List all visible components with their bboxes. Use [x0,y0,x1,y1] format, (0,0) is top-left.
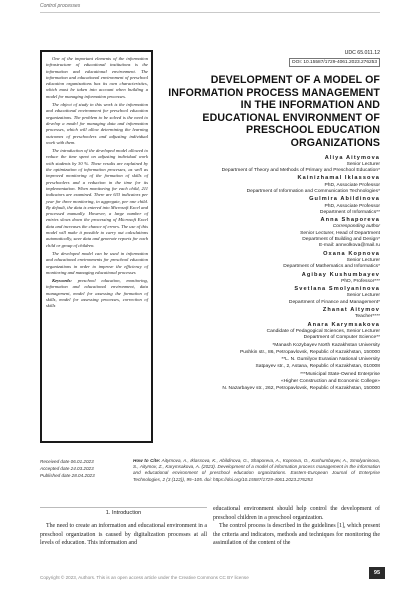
author-entry [162,307,380,321]
author-detail: Department of Finance and Management* [288,299,380,305]
article-header [162,50,380,393]
author-detail: PhD, Professor*** [341,278,380,284]
body-paragraph: educational environment should help control the development of preschool children in a preschool organization. [213,506,380,521]
author-detail[interactable]: E-mail: annvolkova@mail.ru [319,243,380,249]
body-column-left [40,522,207,548]
author-detail: Department of Theory and Methods of Primary and Preschool Education* [221,168,380,174]
author-detail: Senior Lecturer, Head of Department [300,230,380,236]
keywords-label: Keywords: [52,278,72,284]
author-detail: Department of Informatics** [319,209,380,215]
author-entry [162,217,380,250]
author-name: Gulmira Abildinova [309,196,380,203]
received-date: Received date 06.01.2023 [40,459,94,464]
author-detail: Senior Lecturer [346,293,380,299]
citation-label: How to Cite: [133,458,161,463]
copyright-notice: Copyright © 2023, Authors. This is an open access article under the Creative Commons CC BY license [40,575,249,580]
abstract-box [40,50,153,443]
affiliation-line: Pushkin str., 86, Petropavlovsk, Republic of Kazakhstan, 150000 [239,349,380,355]
author-name: Kainizhamal Iklassova [297,175,380,182]
udc-block [162,50,380,67]
body-paragraph: The control process is described in the guidelines [1], which present the criteria and indicators, methods and techniques for monitoring the assimilation of the content of the [213,523,380,547]
author-name: Anara Karymsakova [307,321,380,328]
affiliation-line: *Manash Kozybayev North Kazakhstan University [272,342,380,348]
author-detail: Corresponding author [332,224,380,230]
abstract-paragraph: The object of study in this work is the information and educational environment for preschool education organizations. The problem to be solved is the need to develop a model for managing data and information processes, which will allow determining the learning outcomes of preschoolers and adjusting individual work with them. [46,102,148,145]
doi-link[interactable]: DOI: 10.15587/1729-4061.2023.276253 [289,58,380,67]
author-name: Zhanat Aitymov [322,307,380,314]
author-detail: Candidate of Pedagogical Sciences, Senior Lecturer [266,328,380,334]
page-number: 95 [369,567,385,579]
author-entry [162,175,380,195]
author-entry [162,286,380,306]
author-detail: Teacher**** [354,314,380,320]
abstract-paragraph: The introduction of the developed model allowed to reduce the time spent on adjusting individual work with students by 30 %. These results are explained by the optimization of information processes, as well as improved monitoring of the formation of skills of preschoolers and a reduction in the time for its implementation. When monitoring for each child, 211 indicators are examined. There are 633 indicators per year for three monitoring, in aggregate, per one child. By default, the data is entered into Microsoft Excel and processed manually. However, a large number of entries slows down the processing of Microsoft Excel data and increases the chance of errors. The use of this model will make it possible to carry out calculations automatically, save data and generate reports for each child or group of children. [46,148,148,248]
affiliation-line: «Higher Construction and Economic College» [281,379,380,385]
author-entry [162,322,380,342]
udc-code: UDC 65.011.12 [344,50,380,56]
author-name: Svetlana Smolyaninova [294,286,380,293]
keywords-text: preschool education, monitoring, information and educational environment, data management, model for assessing the formation of skills, model for assessing processes, correction of skills [46,278,149,309]
header-rule [40,12,380,13]
author-detail: Department of Computer Science** [303,335,380,341]
author-name: Aliya Aitymova [324,154,380,161]
affiliation-list [162,343,380,393]
keywords [46,278,148,309]
author-entry [162,155,380,175]
author-detail: PhD, Associate Professor [324,203,380,209]
section-heading: 1. Introduction [40,507,207,516]
author-detail: Senior Lecturer [346,161,380,167]
author-entry [162,251,380,271]
author-list [162,155,380,342]
article-title: DEVELOPMENT OF A MODEL OF INFORMATION PROCESS MANAGEMENT IN THE INFORMATION AND EDUCATIONAL ENVIRONMENT OF PRESCHOOL EDUCATION ORGANIZATIONS [168,74,380,149]
citation-text: Aitymova, A., Iklassova, K., Abildinova, G., Shaporeva, A., Kopnova, O., Kushumbayev, A., Smolyaninova, S., Aitymov, Z., Karymsakova, A. (2023). Development of a model of information process management in the information and educational environment of preschool education organizations. Eastern-European Journal of Enterprise Technologies, 2 (3 (122)), 95–105. doi: https://doi.org/10.15587/1729-4061.2023.276253 [133,458,381,482]
author-detail: Department of Building and Design* [302,237,380,243]
abstract-paragraph: The developed model can be used in information and educational environments for preschool education organizations in order to improve the efficiency of monitoring and managing educational processes [46,250,148,275]
author-name: Anna Shaporeva [320,217,380,224]
affiliation-line: ***Municipal State-Owned Enterprise [300,371,380,377]
citation-block [133,458,380,483]
published-date: Published date 28.04.2023 [40,473,95,478]
author-detail: Department of Mathematics and Informatics* [283,264,380,270]
affiliation-line: **L. N. Gumilyov Eurasian National University [281,357,380,363]
accepted-date: Accepted date 24.03.2023 [40,466,94,471]
section-name: Control processes [40,3,81,9]
abstract-paragraph: One of the important elements of the information infrastructure of educational institutions is the information and educational environment. The information and educational environment of preschool education organizations has its own characteristics, which must be taken into account when building a model for managing information processes. [46,56,148,99]
author-detail: Senior Lecturer [346,258,380,264]
body-column-right [213,505,380,548]
affiliation-line: Satpayev str., 2, Astana, Republic of Kazakhstan, 010008 [255,364,380,370]
author-entry [162,272,380,286]
author-name: Agibay Kushumbayev [301,271,380,278]
author-entry [162,196,380,216]
affiliation-line: N. Nazarbayev str., 262, Petropavlovsk, Republic of Kazakhstan, 150000 [222,386,380,392]
dates-block [40,458,130,479]
author-detail: PhD, Associate Professor [324,182,380,188]
body-paragraph: The need to create an information and educational environment in a preschool organization is caused by digitalization processes at all levels of education. This information and [40,523,207,547]
author-detail: Department of Information and Communication Technologies* [246,189,380,194]
author-name: Oxana Kopnova [323,250,380,257]
